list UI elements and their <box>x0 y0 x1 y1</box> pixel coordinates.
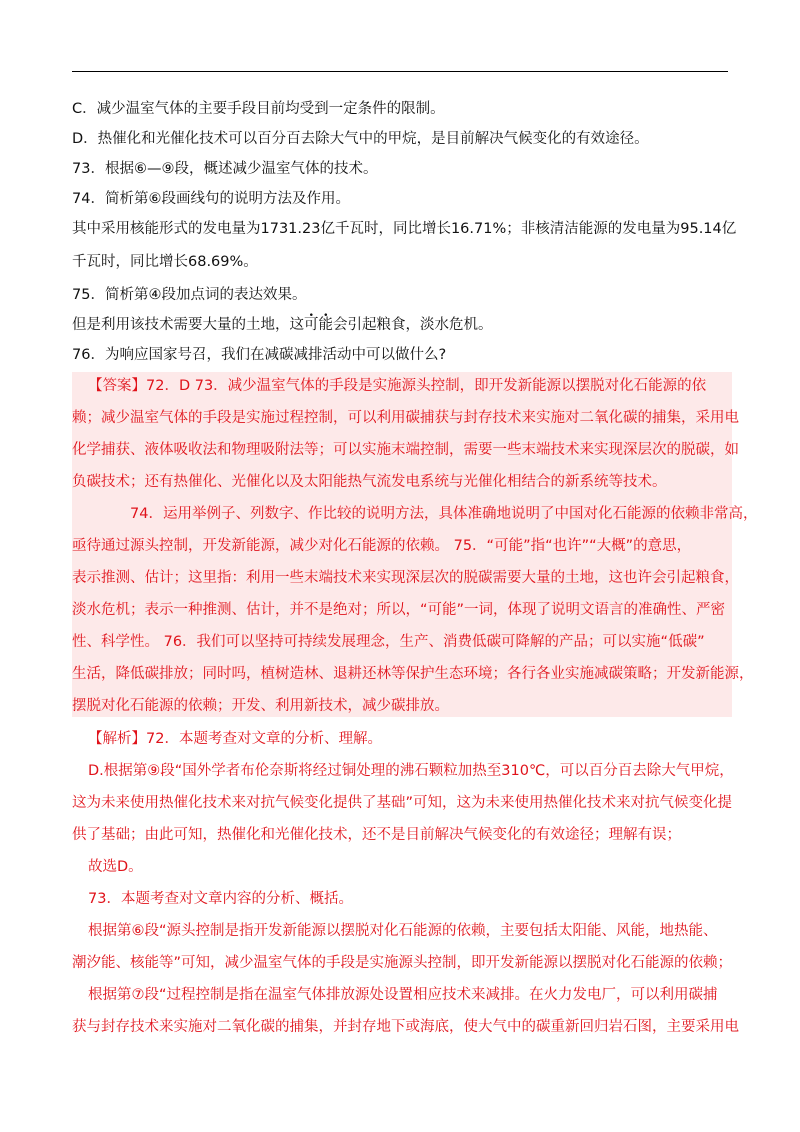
analysis-line: D.根据第⑨段“国外学者布伦奈斯将经过铜处理的沸石颗粒加热至310℃，可以百分百去除大气甲烷， <box>88 763 734 779</box>
question-75: 75．简析第④段加点词的表达效果。 <box>72 287 307 303</box>
answer-line: 【答案】72．D 73．减少温室气体的手段是实施源头控制，即开发新能源以摆脱对化石能源的依 <box>88 378 707 394</box>
analysis-line: 【解析】72．本题考查对文章的分析、理解。 <box>88 731 382 747</box>
answer-line: 淡水危机；表示一种推测、估计，并不是绝对；所以，“可能”一词，体现了说明文语言的准确性、严密 <box>72 602 726 618</box>
question-74: 74．简析第⑥段画线句的说明方法及作用。 <box>72 191 350 207</box>
header-rule <box>72 71 728 72</box>
analysis-line: 根据第⑥段“源头控制是指开发新能源以摆脱对化石能源的依赖，主要包括太阳能、风能，地热能、 <box>88 923 718 939</box>
analysis-line: 供了基础；由此可知，热催化和光催化技术，还不是目前解决气候变化的有效途径；理解有误； <box>72 827 681 843</box>
question-73: 73．根据⑥—⑨段，概述减少温室气体的技术。 <box>72 161 378 177</box>
option-d: D．热催化和光催化技术可以百分百去除大气中的甲烷，是目前解决气候变化的有效途径。 <box>72 131 649 147</box>
answer-line: 化学捕获、液体吸收法和物理吸附法等；可以实施末端控制，需要一些末端技术来实现深层次的脱碳，如 <box>72 442 739 458</box>
question-75-quote <box>72 316 732 334</box>
question-74-quote-line-2: 千瓦时，同比增长68.69%。 <box>72 254 258 270</box>
option-c: C．减少温室气体的主要手段目前均受到一定条件的限制。 <box>72 101 445 117</box>
answer-line: 74．运用举例子、列数字、作比较的说明方法，具体准确地说明了中国对化石能源的依赖非常高， <box>130 506 758 522</box>
answer-line: 负碳技术；还有热催化、光催化以及太阳能热气流发电系统与光催化相结合的新系统等技术。 <box>72 474 667 490</box>
question-76: 76．为响应国家号召，我们在减碳减排活动中可以做什么? <box>72 347 447 363</box>
analysis-line: 获与封存技术来实施对二氧化碳的捕集，并封存地下或海底，使大气中的碳重新回归岩石图，主要采用电 <box>72 1019 739 1035</box>
answer-line: 摆脱对化石能源的依赖；开发、利用新技术，减少碳排放。 <box>72 698 449 714</box>
dotted-char-1: 可 <box>304 317 319 333</box>
answer-line: 赖；减少温室气体的手段是实施过程控制，可以利用碳捕获与封存技术来实施对二氧化碳的捕集，采用电 <box>72 410 739 426</box>
answer-line: 表示推测、估计；这里指：利用一些末端技术来实现深层次的脱碳需要大量的土地，这也许会引起粮食， <box>72 570 739 586</box>
dotted-char-2: 能 <box>318 317 333 333</box>
analysis-line: 根据第⑦段“过程控制是指在温室气体排放源处设置相应技术来减排。在火力发电厂，可以利用碳捕 <box>88 987 718 1003</box>
answer-line: 性、科学性。 76．我们可以坚持可持续发展理念，生产、消费低碳可降解的产品；可以实施“低碳” <box>72 634 705 650</box>
analysis-line: 故选D。 <box>88 859 143 875</box>
analysis-line: 这为未来使用热催化技术来对抗气候变化提供了基础”可知，这为未来使用热催化技术来对抗气候变化提 <box>72 795 733 811</box>
quote-text-after: 会引起粮食，淡水危机。 <box>333 317 493 333</box>
analysis-line: 73．本题考查对文章内容的分析、概括。 <box>88 891 353 907</box>
answer-line: 生活，降低碳排放；同时吗，植树造林、退耕还林等保护生态环境；各行各业实施减碳策略；开发新能源， <box>72 666 754 682</box>
answer-line: 亟待通过源头控制，开发新能源，减少对化石能源的依赖。 75．“可能”指“也许”“大概”的意思， <box>72 538 692 554</box>
quote-text-before: 但是利用该技术需要大量的土地，这 <box>72 317 304 333</box>
question-74-quote-line-1: 其中采用核能形式的发电量为1731.23亿千瓦时，同比增长16.71%；非核清洁能源的发电量为95.14亿 <box>72 221 737 237</box>
analysis-line: 潮汐能、核能等”可知，减少温室气体的手段是实施源头控制，即开发新能源以摆脱对化石能源的依赖； <box>72 955 733 971</box>
